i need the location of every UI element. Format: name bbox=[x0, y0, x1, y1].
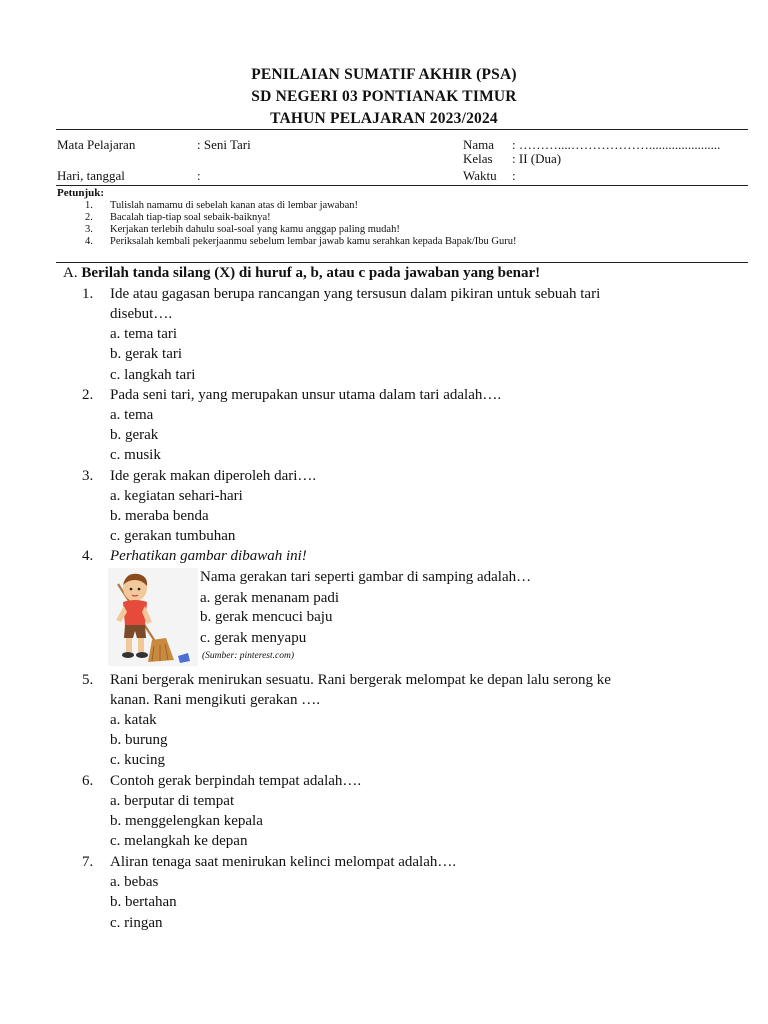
question-text: Ide gerak makan diperoleh dari…. bbox=[110, 468, 317, 484]
name-label: Nama bbox=[463, 137, 495, 152]
image-source: (Sumber: pinterest.com) bbox=[202, 651, 294, 661]
academic-year: TAHUN PELAJARAN 2023/2024 bbox=[270, 110, 498, 127]
divider-section bbox=[56, 262, 748, 263]
school-name: SD NEGERI 03 PONTIANAK TIMUR bbox=[251, 88, 517, 105]
instructions-title: Petunjuk: bbox=[57, 187, 105, 199]
answer-option[interactable]: b. gerak bbox=[110, 427, 159, 443]
date-value: : bbox=[197, 168, 201, 183]
instruction-text: Periksalah kembali pekerjaanmu sebelum lembar jawab kamu serahkan kepada Bapak/Ibu Guru! bbox=[110, 236, 517, 247]
exam-title: PENILAIAN SUMATIF AKHIR (PSA) bbox=[251, 66, 517, 83]
answer-option[interactable]: a. kegiatan sehari-hari bbox=[110, 488, 243, 504]
instruction-text: Kerjakan terlebih dahulu soal-soal yang kamu anggap paling mudah! bbox=[110, 224, 400, 235]
class-value: : II (Dua) bbox=[512, 151, 562, 166]
answer-option[interactable]: b. gerak tari bbox=[110, 346, 183, 362]
instruction-number: 4. bbox=[85, 236, 93, 247]
question-number: 1. bbox=[82, 286, 94, 302]
question-text: Aliran tenaga saat menirukan kelinci melompat adalah…. bbox=[110, 854, 457, 870]
question-number: 3. bbox=[82, 468, 94, 484]
answer-option[interactable]: b. bertahan bbox=[110, 894, 177, 910]
answer-option[interactable]: b. menggelengkan kepala bbox=[110, 813, 263, 829]
answer-option[interactable]: c. langkah tari bbox=[110, 367, 196, 383]
section-letter: A. bbox=[63, 265, 78, 281]
answer-option[interactable]: a. berputar di tempat bbox=[110, 793, 235, 809]
answer-option[interactable]: b. burung bbox=[110, 732, 168, 748]
sweeping-boy-illustration bbox=[108, 568, 198, 666]
answer-option[interactable]: a. tema bbox=[110, 407, 154, 423]
question-number: 7. bbox=[82, 854, 94, 870]
answer-option[interactable]: b. gerak mencuci baju bbox=[200, 609, 333, 625]
answer-option[interactable]: c. kucing bbox=[110, 752, 165, 768]
answer-option[interactable]: a. bebas bbox=[110, 874, 159, 890]
answer-option[interactable]: b. meraba benda bbox=[110, 508, 209, 524]
answer-option[interactable]: c. melangkah ke depan bbox=[110, 833, 248, 849]
answer-option[interactable]: a. katak bbox=[110, 712, 157, 728]
class-label: Kelas bbox=[463, 151, 493, 166]
question-number: 4. bbox=[82, 548, 94, 564]
instruction-text: Tulislah namamu di sebelah kanan atas di lembar jawaban! bbox=[110, 200, 359, 211]
question-number: 6. bbox=[82, 773, 94, 789]
date-label: Hari, tanggal bbox=[57, 168, 125, 183]
instruction-item bbox=[85, 236, 725, 249]
answer-option[interactable]: a. gerak menanam padi bbox=[200, 590, 340, 606]
instruction-text: Bacalah tiap-tiap soal sebaik-baiknya! bbox=[110, 212, 271, 223]
answer-option[interactable]: c. musik bbox=[110, 447, 161, 463]
subject-value: : Seni Tari bbox=[197, 137, 251, 152]
question-number: 2. bbox=[82, 387, 94, 403]
name-field[interactable]: : ………....………………...................... bbox=[512, 137, 721, 152]
section-heading bbox=[63, 265, 540, 282]
section-title: Berilah tanda silang (X) di huruf a, b, atau c pada jawaban yang benar! bbox=[81, 265, 541, 281]
instruction-number: 2. bbox=[85, 212, 93, 223]
divider-info bbox=[56, 185, 748, 186]
question-text: Perhatikan gambar dibawah ini! bbox=[110, 548, 307, 564]
question-text: Pada seni tari, yang merupakan unsur utama dalam tari adalah…. bbox=[110, 387, 502, 403]
time-value: : bbox=[512, 168, 516, 183]
question-text: Contoh gerak berpindah tempat adalah…. bbox=[110, 773, 362, 789]
question-text: kanan. Rani mengikuti gerakan …. bbox=[110, 692, 320, 708]
answer-option[interactable]: a. tema tari bbox=[110, 326, 178, 342]
subject-label: Mata Pelajaran bbox=[57, 137, 136, 152]
question-text: Ide atau gagasan berupa rancangan yang tersusun dalam pikiran untuk sebuah tari bbox=[110, 286, 601, 302]
answer-option[interactable]: c. gerakan tumbuhan bbox=[110, 528, 236, 544]
question-subtext: Nama gerakan tari seperti gambar di samping adalah… bbox=[200, 569, 532, 585]
question-number: 5. bbox=[82, 672, 94, 688]
instruction-number: 1. bbox=[85, 200, 93, 211]
answer-option[interactable]: c. gerak menyapu bbox=[200, 630, 307, 646]
question-text: Rani bergerak menirukan sesuatu. Rani bergerak melompat ke depan lalu serong ke bbox=[110, 672, 611, 688]
divider-top bbox=[56, 129, 748, 130]
question-text: disebut…. bbox=[110, 306, 173, 322]
answer-option[interactable]: c. ringan bbox=[110, 915, 163, 931]
time-label: Waktu bbox=[463, 168, 497, 183]
instruction-number: 3. bbox=[85, 224, 93, 235]
